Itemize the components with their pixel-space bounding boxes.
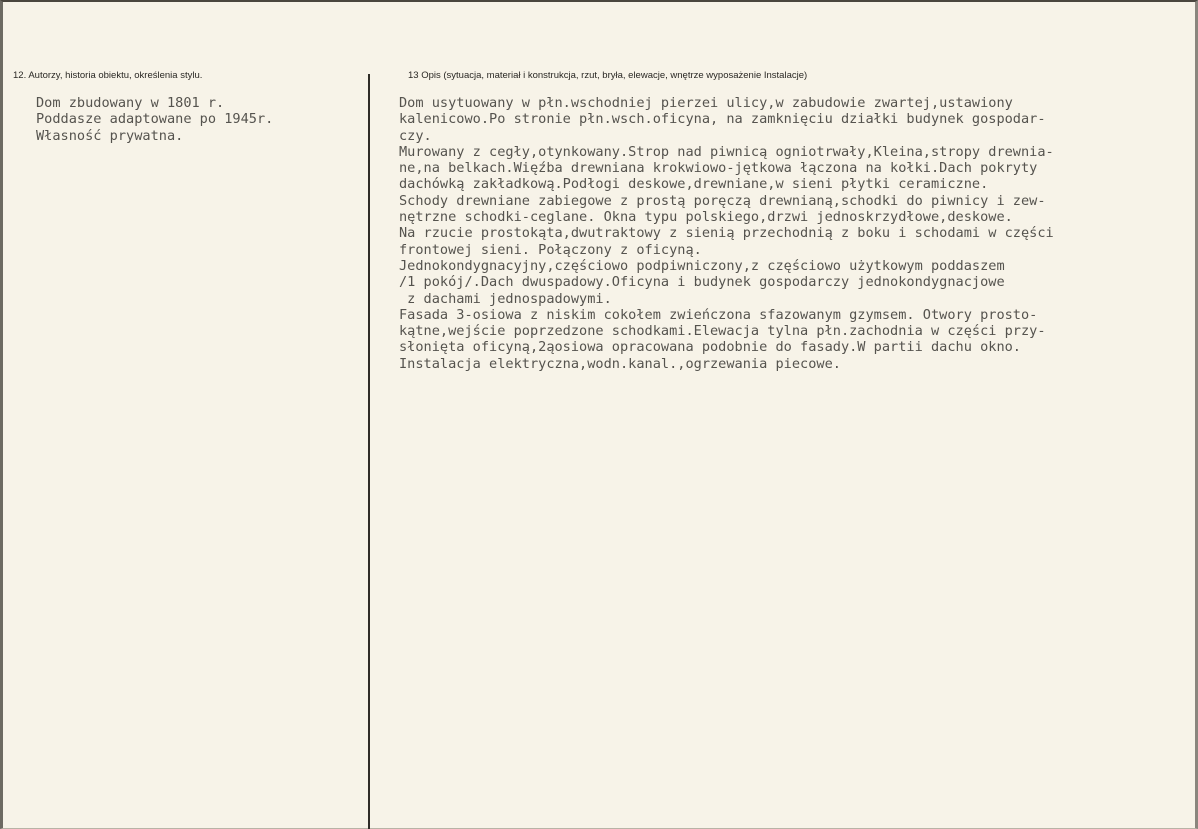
history-line: Dom zbudowany w 1801 r.: [36, 95, 225, 111]
description-line: frontowej sieni. Połączony z oficyną.: [399, 241, 702, 258]
description-line: Na rzucie prostokąta,dwutraktowy z sienią przechodnią z boku i schodami w części: [399, 225, 1054, 242]
description-line: Instalacja elektryczna,wodn.kanal.,ogrzewania piecowe.: [399, 355, 841, 372]
section-13-heading: 13 Opis (sytuacja, materiał i konstrukcja, rzut, bryła, elewacje, wnętrze wyposażenie Instalacje): [408, 70, 808, 81]
description-line: kątne,wejście poprzedzone schodkami.Elewacja tylna płn.zachodnia w części przy-: [399, 323, 1046, 340]
column-divider: [368, 74, 370, 829]
description-line: /1 pokój/.Dach dwuspadowy.Oficyna i budynek gospodarczy jednokondygnacjowe: [399, 274, 1005, 291]
description-line: Jednokondygnacyjny,częściowo podpiwniczony,z częściowo użytkowym poddaszem: [399, 257, 1005, 274]
description-line: Dom usytuowany w płn.wschodniej pierzei ulicy,w zabudowie zwartej,ustawiony: [399, 95, 1013, 111]
history-line: Poddasze adaptowane po 1945r.: [36, 111, 274, 128]
history-line: Własność prywatna.: [36, 127, 184, 144]
description-line: kalenicowo.Po stronie płn.wsch.oficyna, na zamknięciu działki budynek gospodar-: [399, 111, 1046, 128]
description-line: czy.: [399, 127, 432, 144]
history-text: [36, 95, 273, 144]
section-12-heading: 12. Autorzy, historia obiektu, określenia stylu.: [13, 70, 203, 81]
description-line: Murowany z cegły,otynkowany.Strop nad piwnicą ogniotrwały,Kleina,stropy drewnia-: [399, 143, 1054, 160]
description-line: słonięta oficyną,2ąosiowa opracowana podobnie do fasady.W partii dachu okno.: [399, 339, 1021, 356]
description-line: Fasada 3-osiowa z niskim cokołem zwieńczona sfazowanym gzymsem. Otwory prosto-: [399, 306, 1038, 323]
description-line: Schody drewniane zabiegowe z prostą poręczą drewnianą,schodki do piwnicy i zew-: [399, 192, 1046, 209]
description-text: [399, 95, 1054, 372]
description-line: nętrzne schodki-ceglane. Okna typu polskiego,drzwi jednoskrzydłowe,deskowe.: [399, 209, 1013, 226]
description-line: dachówką zakładkową.Podłogi deskowe,drewniane,w sieni płytki ceramiczne.: [399, 176, 989, 193]
description-line: ne,na belkach.Więźba drewniana krokwiowo-jętkowa łączona na kołki.Dach pokryty: [399, 160, 1038, 177]
description-line: z dachami jednospadowymi.: [399, 290, 612, 307]
